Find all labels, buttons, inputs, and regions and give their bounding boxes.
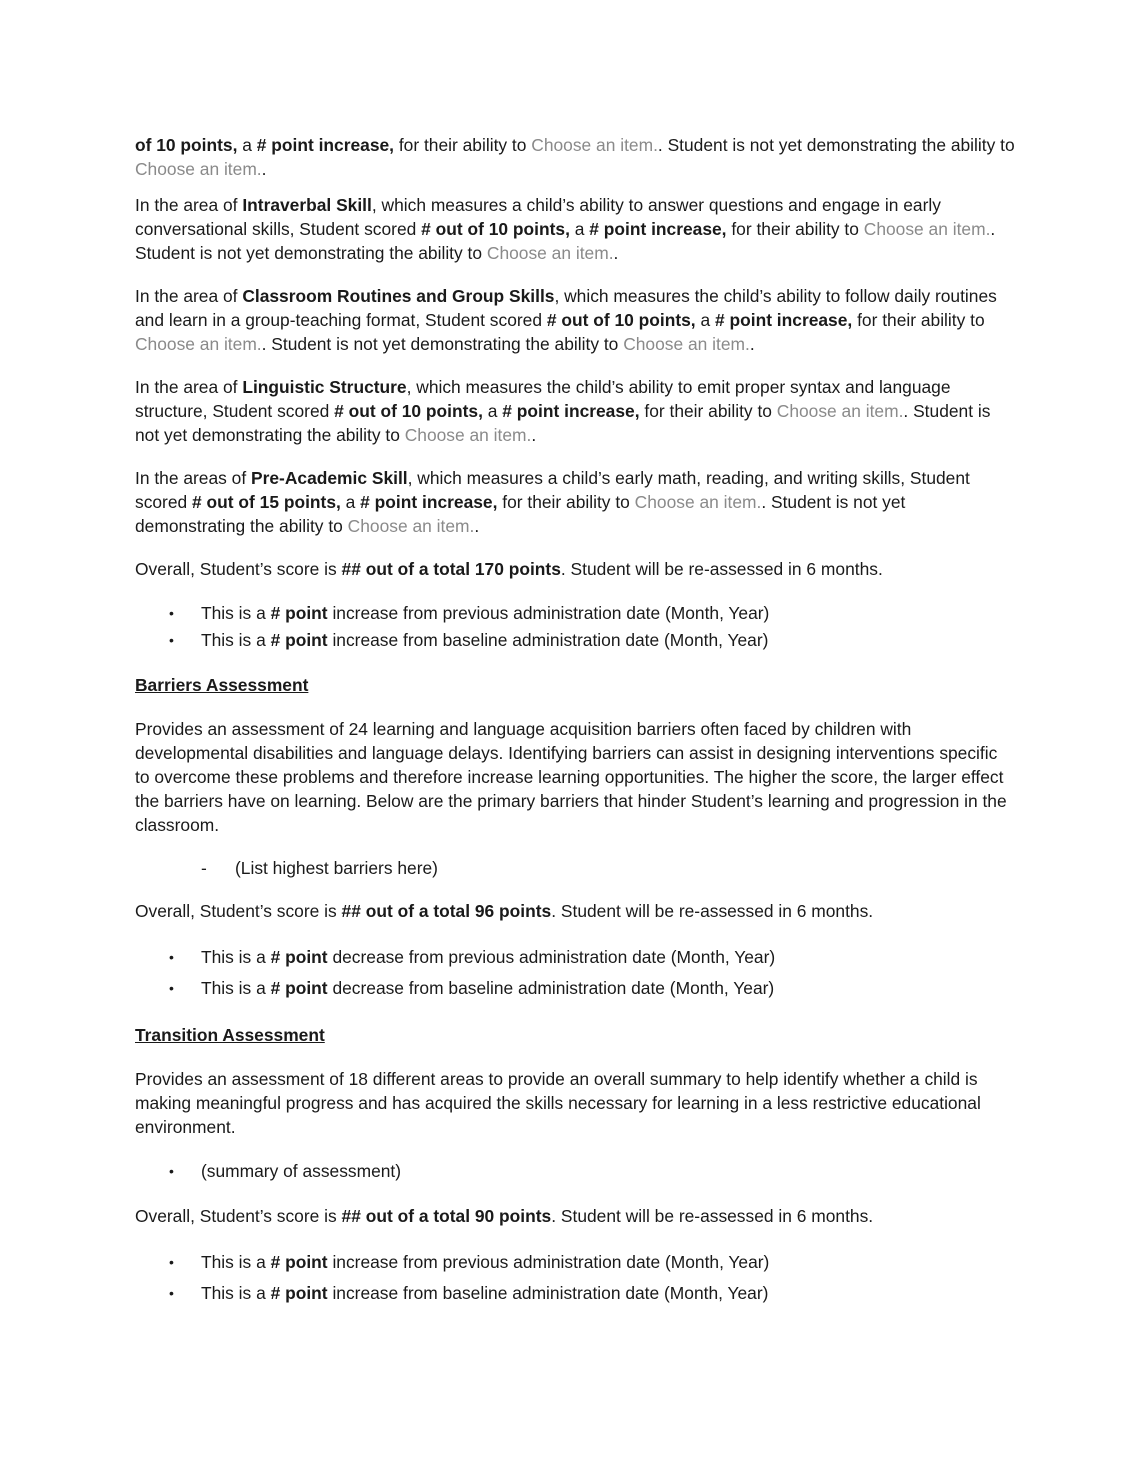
choose-item-dropdown[interactable]: Choose an item.	[486, 243, 614, 263]
list-item: • This is a # point decrease from baseline administration date (Month, Year)	[135, 973, 1015, 1004]
barriers-bullet-list	[135, 942, 1015, 1004]
area-name: Classroom Routines and Group Skills	[242, 286, 555, 306]
barriers-description: Provides an assessment of 24 learning and language acquisition barriers often faced by children with developmental disabilities and language delays. Identifying barriers can assist in designing interventions specific to overcome these problems and therefore increase learning opportunities. The higher the score, the larger effect the barriers have on learning. Below are the primary barriers that hinder Student’s learning and progression in the classroom.	[135, 719, 1007, 835]
barriers-heading: Barriers Assessment	[135, 675, 309, 695]
list-item: • This is a # point decrease from previous administration date (Month, Year)	[135, 942, 1015, 973]
choose-item-dropdown[interactable]: Choose an item.	[776, 401, 904, 421]
list-item: • This is a # point increase from baseline administration date (Month, Year)	[135, 1278, 1015, 1309]
list-item: - (List highest barriers here)	[135, 856, 1015, 880]
milestones-overall-score: Overall, Student’s score is ## out of a total 170 points. Student will be re-assessed in 6 months.	[135, 559, 883, 579]
transition-description: Provides an assessment of 18 different areas to provide an overall summary to help identify whether a child is making meaningful progress and has acquired the skills necessary for learning in a less restrictive educational environment.	[135, 1069, 981, 1137]
continued-paragraph: of 10 points, a # point increase, for their ability to Choose an item.. Student is not yet demonstrating the ability to Choose an item..	[135, 135, 1015, 179]
choose-item-dropdown[interactable]: Choose an item.	[347, 516, 475, 536]
list-item: • This is a # point increase from previous administration date (Month, Year)	[135, 600, 1015, 627]
choose-item-dropdown[interactable]: Choose an item.	[531, 135, 658, 155]
transition-bullet-list	[135, 1247, 1015, 1309]
area-paragraph-linguistic-structure: In the area of Linguistic Structure, which measures the child’s ability to emit proper syntax and language structure, Student scored # out of 10 points, a # point increase, for their ability to Choose an item.. Student is not yet demonstrating the ability to Choose an item..	[135, 377, 991, 445]
choose-item-dropdown[interactable]: Choose an item.	[135, 334, 262, 354]
transition-overall-score: Overall, Student’s score is ## out of a total 90 points. Student will be re-assessed in 6 months.	[135, 1206, 874, 1226]
choose-item-dropdown[interactable]: Choose an item.	[135, 159, 262, 179]
list-item: • This is a # point increase from previous administration date (Month, Year)	[135, 1247, 1015, 1278]
choose-item-dropdown[interactable]: Choose an item.	[634, 492, 762, 512]
list-item: • (summary of assessment)	[135, 1158, 1015, 1185]
transition-summary-list	[135, 1158, 1015, 1185]
milestones-bullet-list	[135, 600, 1015, 654]
area-paragraph-classroom-routines: In the area of Classroom Routines and Group Skills, which measures the child’s ability to follow daily routines and learn in a group-teaching format, Student scored # out of 10 points, a # point increase, for their ability to Choose an item.. Student is not yet demonstrating the ability to Choose an item..	[135, 286, 997, 354]
choose-item-dropdown[interactable]: Choose an item.	[623, 334, 750, 354]
list-item: • This is a # point increase from baseline administration date (Month, Year)	[135, 627, 1015, 654]
barriers-overall-score: Overall, Student’s score is ## out of a total 96 points. Student will be re-assessed in 6 months.	[135, 901, 874, 921]
barriers-list	[135, 856, 1015, 880]
choose-item-dropdown[interactable]: Choose an item.	[863, 219, 991, 239]
area-name: Intraverbal Skill	[242, 195, 372, 215]
area-name: Pre-Academic Skill	[251, 468, 408, 488]
transition-heading: Transition Assessment	[135, 1025, 325, 1045]
area-name: Linguistic Structure	[242, 377, 407, 397]
area-paragraph-intraverbal: In the area of Intraverbal Skill, which measures a child’s ability to answer questions and engage in early conversational skills, Student scored # out of 10 points, a # point increase, for their ability to Choose an item.. Student is not yet demonstrating the ability to Choose an item..	[135, 195, 996, 263]
area-paragraph-pre-academic: In the areas of Pre-Academic Skill, which measures a child’s early math, reading, and writing skills, Student scored # out of 15 points, a # point increase, for their ability to Choose an item.. Student is not yet demonstrating the ability to Choose an item..	[135, 468, 970, 536]
document-page	[135, 133, 1015, 1328]
choose-item-dropdown[interactable]: Choose an item.	[404, 425, 532, 445]
